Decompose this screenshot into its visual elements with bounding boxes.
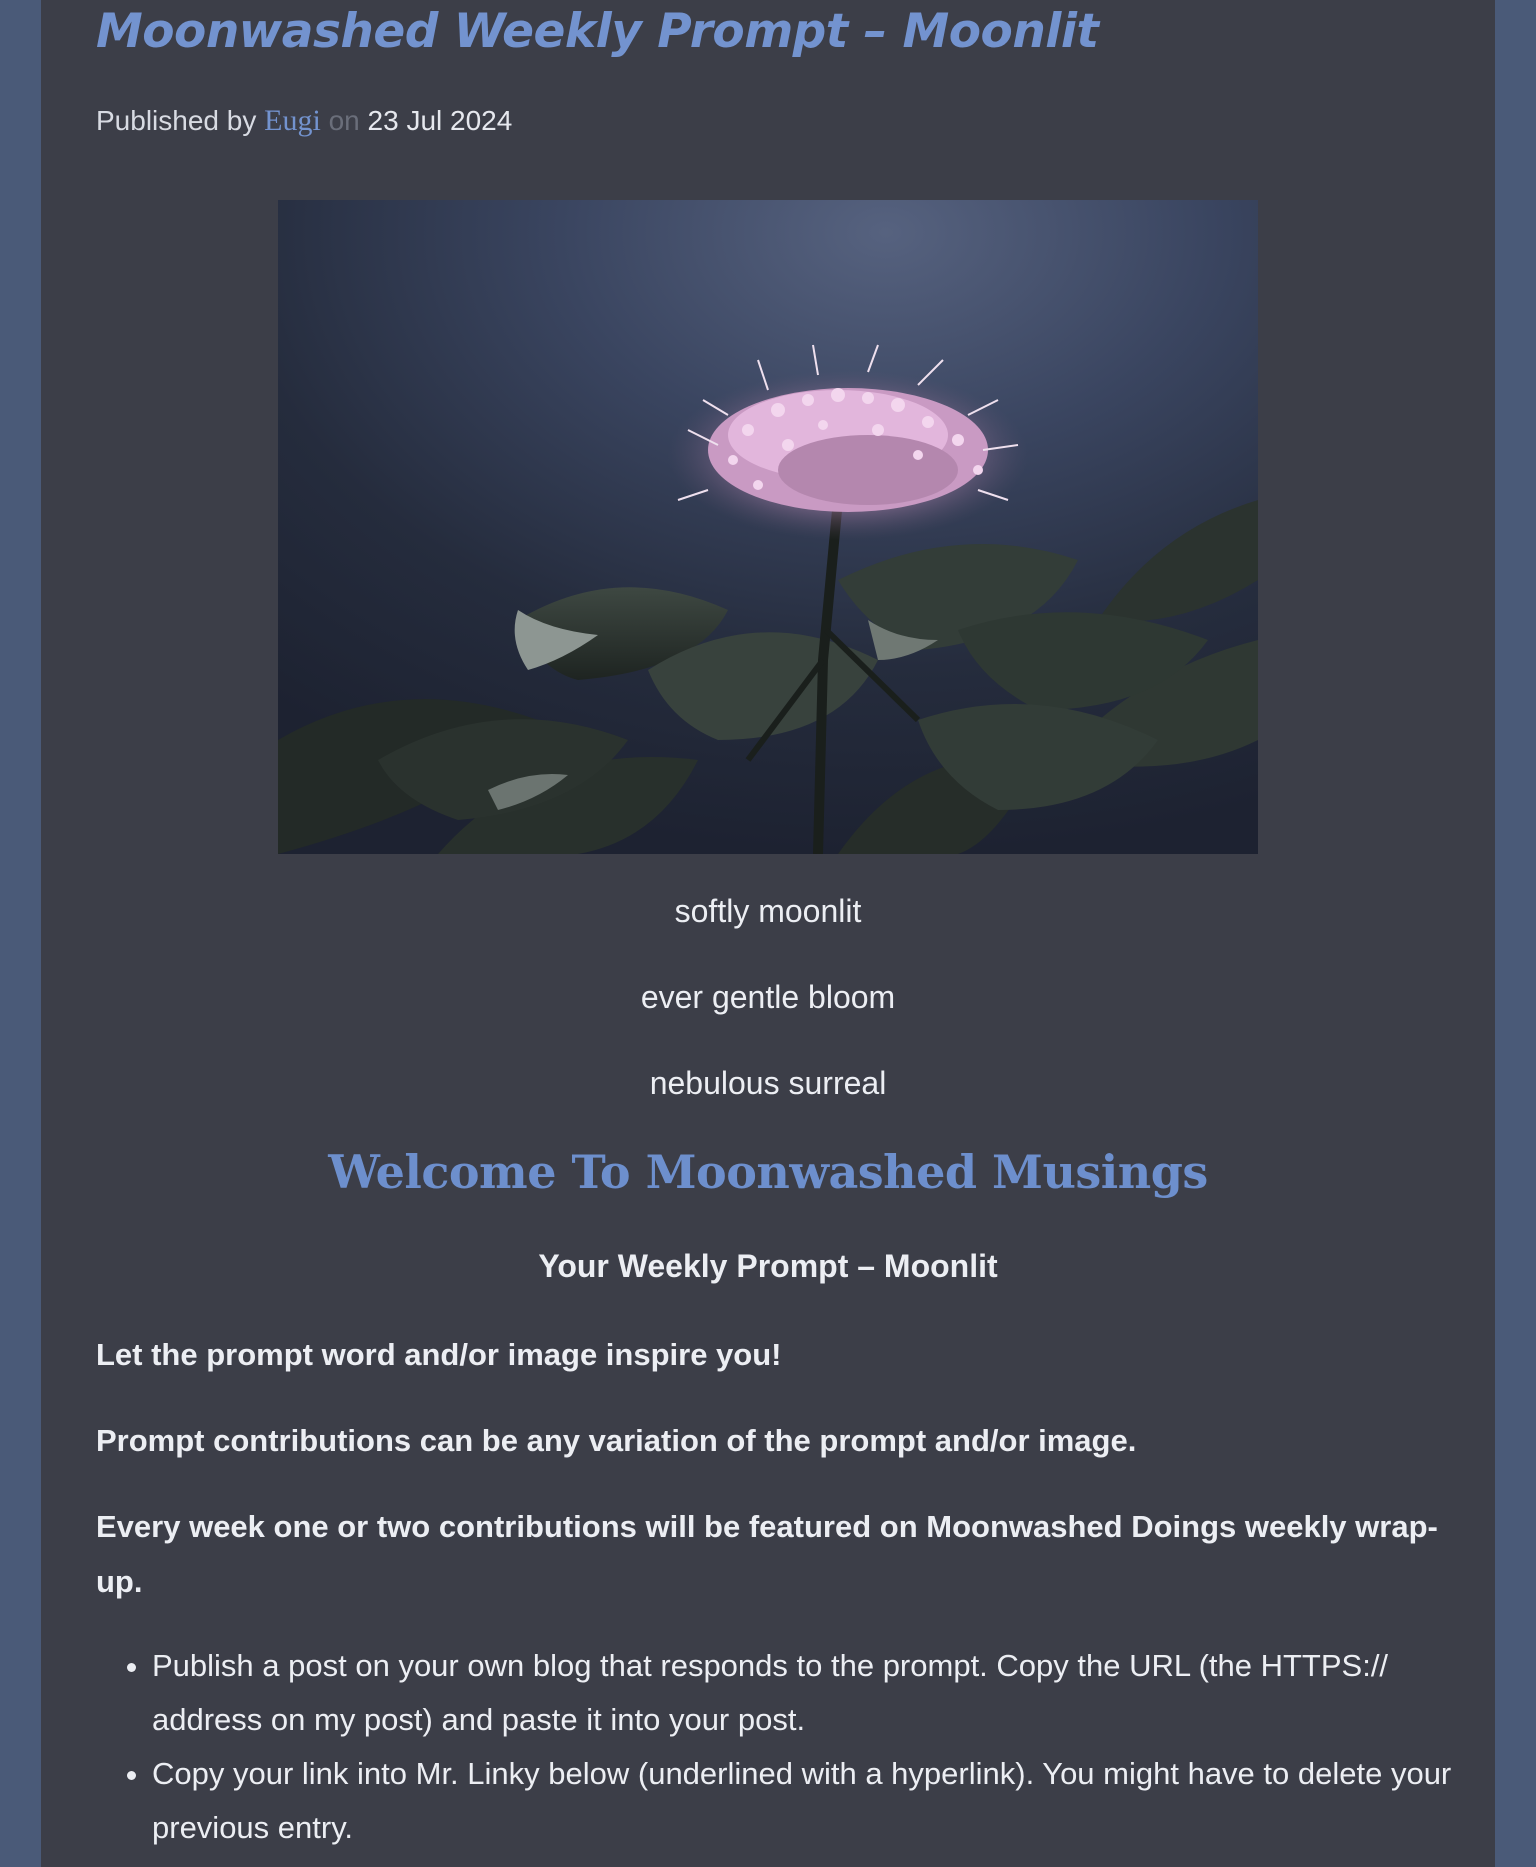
author-link[interactable]: Eugi — [264, 104, 321, 137]
post-meta — [96, 104, 512, 138]
welcome-heading: Welcome To Moonwashed Musings — [328, 1145, 1208, 1199]
poem-line: nebulous surreal — [649, 1065, 887, 1101]
on-label: on — [328, 105, 360, 136]
intro-paragraph: Every week one or two contributions will be featured on Moonwashed Doings weekly wrap-up. — [96, 1509, 1438, 1599]
list-item: • Publish a post on your own blog that responds to the prompt. Copy the URL (the HTTPS:// address on my post) and paste it into your post. — [152, 1639, 1502, 1747]
list-item: • Copy your link into Mr. Linky below (underlined with a hyperlink). You might have to delete your previous entry. — [152, 1747, 1502, 1855]
intro-paragraph: Let the prompt word and/or image inspire you! — [96, 1337, 782, 1372]
published-by-label: Published by — [96, 105, 257, 136]
post-title[interactable]: Moonwashed Weekly Prompt – Moonlit — [96, 4, 1099, 59]
poem-line: ever gentle bloom — [640, 979, 896, 1015]
prompt-subheading: Your Weekly Prompt – Moonlit — [538, 1248, 998, 1284]
intro-paragraph: Prompt contributions can be any variation of the prompt and/or image. — [96, 1423, 1137, 1458]
post-date: 23 Jul 2024 — [367, 105, 513, 136]
hero-image — [278, 200, 1258, 854]
instructions-list — [96, 1639, 1502, 1855]
poem-line: softly moonlit — [674, 893, 862, 929]
